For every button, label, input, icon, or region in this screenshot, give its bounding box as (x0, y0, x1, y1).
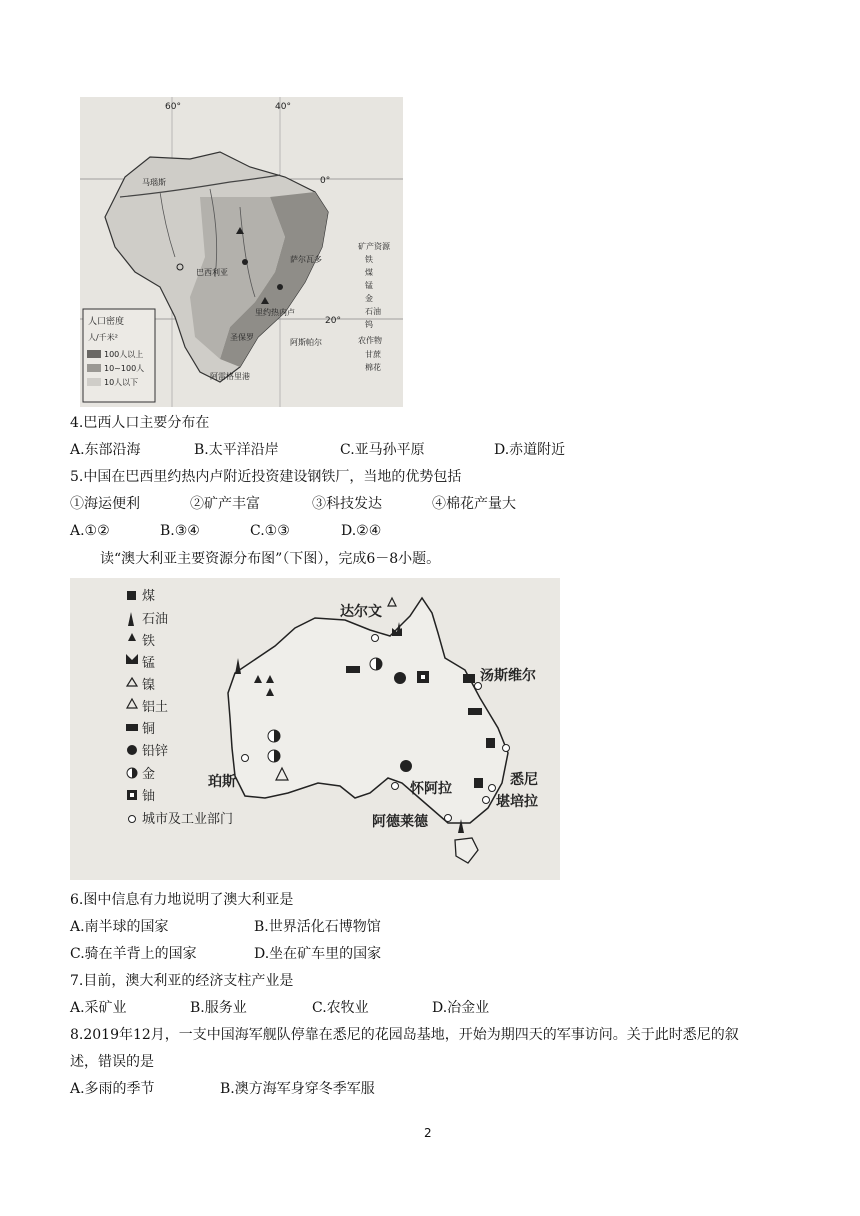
q7-stem: 7.目前，澳大利亚的经济支柱产业是 (70, 973, 294, 989)
density-legend-item: 10人以下 (104, 378, 139, 387)
legend-lead-zinc: 铅锌 (142, 744, 169, 759)
legend-oil: 石油 (142, 612, 169, 627)
q5-stem: 5.中国在巴西里约热内卢附近投资建设钢铁厂，当地的优势包括 (70, 469, 462, 485)
legend-copper: 铜 (142, 722, 156, 737)
q5-statement-3: ③科技发达 (312, 496, 382, 512)
brazil-map (80, 97, 403, 407)
legend-uranium: 铀 (142, 789, 156, 804)
mineral-legend-item: 铁 (365, 255, 373, 264)
city-darwin: 达尔文 (340, 604, 382, 620)
q7-option-b: B.服务业 (190, 1000, 247, 1016)
mineral-legend-item: 锰 (365, 281, 373, 290)
lat-label: 20° (325, 316, 341, 326)
q5-statement-1: ①海运便利 (70, 496, 140, 512)
intro-text: 读“澳大利亚主要资源分布图”（下图），完成6－8小题。 (100, 551, 441, 567)
city-perth: 珀斯 (208, 774, 236, 790)
crops-legend-item: 甘蔗 (365, 350, 381, 359)
q7-option-c: C.农牧业 (312, 1000, 369, 1016)
q6-option-b: B.世界活化石博物馆 (254, 919, 381, 935)
legend-coal: 煤 (142, 589, 156, 604)
q7-option-d: D.冶金业 (432, 1000, 490, 1016)
place-label: 里约热内卢 (255, 308, 295, 317)
mineral-legend-item: 煤 (365, 268, 373, 277)
mineral-legend-item: 金 (365, 294, 373, 303)
page-number: 2 (424, 1126, 432, 1140)
density-legend-unit: 人/千米² (88, 333, 118, 342)
q5-option-b: B.③④ (160, 523, 200, 539)
q5-option-d: D.②④ (341, 523, 382, 539)
q6-stem: 6.图中信息有力地说明了澳大利亚是 (70, 892, 294, 908)
city-canberra: 堪培拉 (496, 794, 538, 810)
legend-bauxite: 铝土 (142, 700, 169, 715)
q5-option-a: A.①② (70, 523, 110, 539)
city-townsville: 汤斯维尔 (480, 668, 536, 684)
australia-map (70, 578, 560, 880)
q5-statement-2: ②矿产丰富 (190, 496, 260, 512)
density-legend-title: 人口密度 (88, 317, 125, 327)
q7-option-a: A.采矿业 (70, 1000, 127, 1016)
q4-option-b: B.太平洋沿岸 (194, 442, 279, 458)
q4-stem: 4.巴西人口主要分布在 (70, 415, 210, 431)
place-label: 阿斯帕尔 (290, 338, 322, 347)
city-adelaide: 阿德莱德 (372, 814, 428, 830)
q6-option-c: C.骑在羊背上的国家 (70, 946, 197, 962)
lat-label: 0° (320, 176, 331, 186)
mineral-legend-title: 矿产资源 (358, 242, 390, 251)
place-label: 萨尔瓦多 (290, 255, 322, 264)
legend-iron: 铁 (142, 634, 156, 649)
lon-label: 60° (165, 102, 181, 112)
q6-option-a: A.南半球的国家 (70, 919, 169, 935)
q5-option-c: C.①③ (250, 523, 290, 539)
place-label: 圣保罗 (230, 333, 254, 342)
legend-gold: 金 (142, 767, 156, 782)
crops-legend-item: 棉花 (365, 363, 381, 372)
place-label: 马瑙斯 (142, 178, 166, 187)
crops-legend-title: 农作物 (358, 336, 382, 345)
q8-option-a: A.多雨的季节 (70, 1081, 155, 1097)
city-whyalla: 怀阿拉 (410, 781, 452, 797)
density-legend-item: 10~100人 (104, 364, 145, 373)
place-label: 阿雷格里港 (210, 372, 250, 381)
q4-option-d: D.赤道附近 (494, 442, 566, 458)
q8-option-b: B.澳方海军身穿冬季军服 (220, 1081, 375, 1097)
mineral-legend-item: 石油 (365, 307, 381, 316)
q8-stem-line1: 8.2019年12月，一支中国海军舰队停靠在悉尼的花园岛基地，开始为期四天的军事访问。关于此时悉尼的叙 (70, 1027, 739, 1043)
lon-label: 40° (275, 102, 291, 112)
q6-option-d: D.坐在矿车里的国家 (254, 946, 382, 962)
q8-stem-line2: 述，错误的是 (70, 1054, 154, 1070)
q5-statement-4: ④棉花产量大 (432, 496, 516, 512)
legend-manganese: 锰 (142, 656, 156, 671)
q4-option-c: C.亚马孙平原 (340, 442, 425, 458)
density-legend-item: 100人以上 (104, 350, 144, 359)
q4-option-a: A.东部沿海 (70, 442, 141, 458)
legend-nickel: 镍 (142, 678, 156, 693)
place-label: 巴西利亚 (196, 268, 228, 277)
mineral-legend-item: 钨 (365, 320, 373, 329)
city-sydney: 悉尼 (510, 772, 538, 788)
legend-cities: 城市及工业部门 (142, 812, 234, 827)
